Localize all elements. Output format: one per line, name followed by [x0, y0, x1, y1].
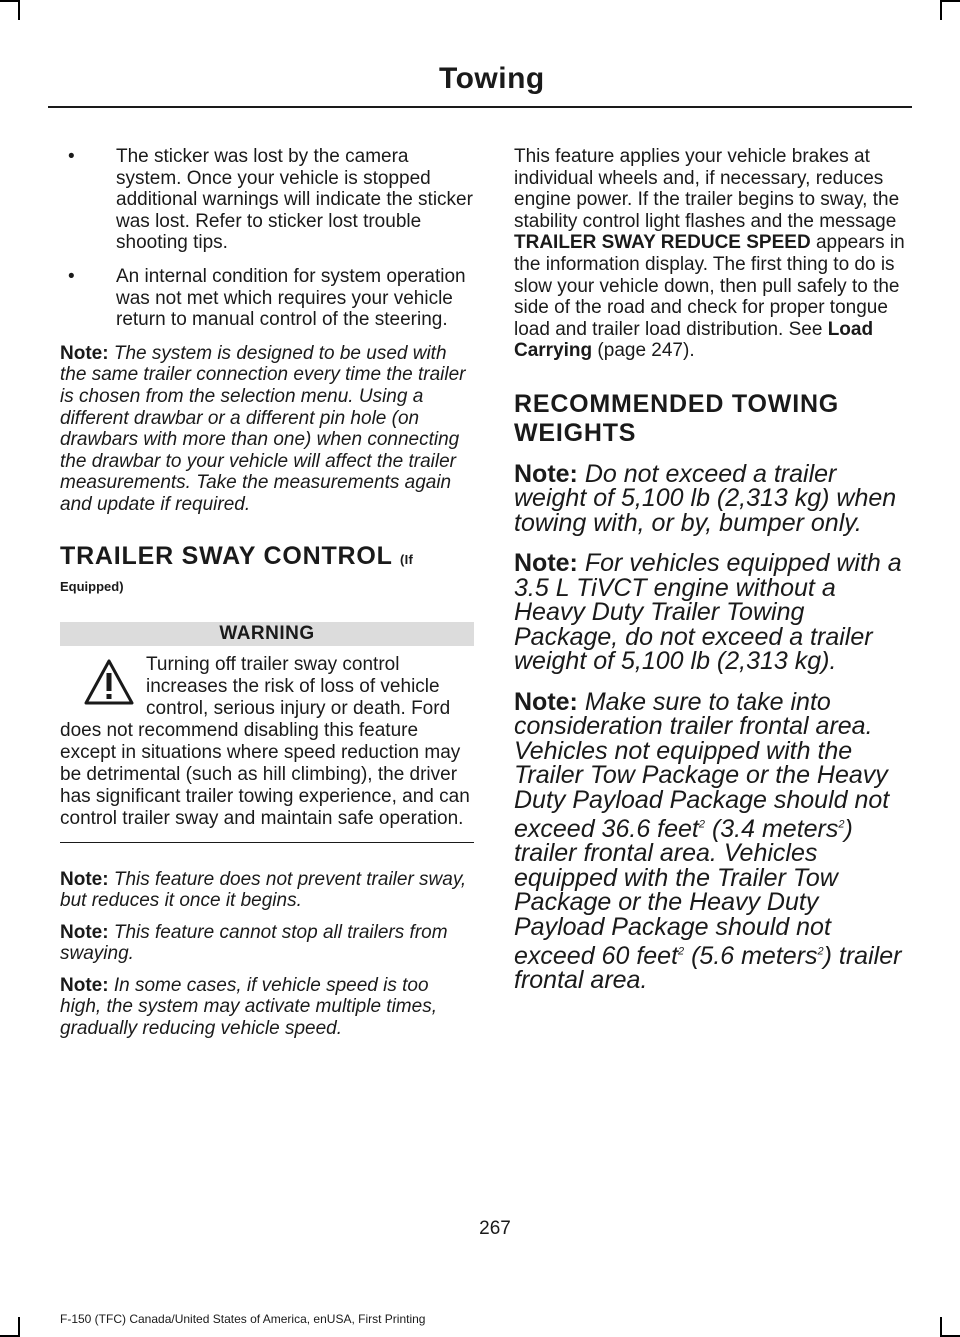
note-paragraph: Note: For vehicles equipped with a 3.5 L TiVCT engine without a Heavy Duty Trailer Towing Package, do not exceed a trailer weight of 5,100 lb (2,313 kg).: [514, 549, 902, 676]
page-number: 267: [479, 1218, 511, 1239]
load-carrying-link[interactable]: Load Carrying: [514, 318, 874, 362]
warning-triangle-icon: [84, 658, 134, 706]
crop-mark: [940, 0, 942, 20]
note-paragraph: Note: Make sure to take into consideration trailer frontal area. Vehicles not equipped with the Trailer Tow Package or the Heavy Duty Payload Package should not exceed 36.6 feet$^2$ (3.4 meters$^2$) trailer frontal area. Vehicles equipped with the Trailer Tow Package or the Heavy Duty Payload Package should not exceed 60 feet$^2$ (5.6 meters$^2$) trailer frontal area.: [514, 687, 902, 995]
section-subtitle: Equipped): [60, 578, 124, 594]
crop-mark: [18, 0, 20, 20]
note-paragraph: Note: This feature does not prevent trailer sway, but reduces it once it begins.: [60, 868, 467, 912]
bullet-icon: •: [68, 265, 75, 287]
left-column: [60, 146, 474, 1050]
note-paragraph: Note: The system is designed to be used with the same trailer connection every time the trailer is chosen from the selection menu. Using a different drawbar or a different pin hole (on drawbars with more than one) when connecting the drawbar to your vehicle will affect the trailer measurements. Take the measurements again and update if required.: [60, 342, 466, 515]
right-column: [514, 146, 910, 1009]
body-paragraph: This feature applies your vehicle brakes at individual wheels and, if necessary, reduces engine power. If the trailer begins to sway, the stability control light flashes and the message TRAILER SWAY REDUCE SPEED appears in the information display. The first thing to do is slow your vehicle down, then pull safely to the side of the road and check for proper tongue load and trailer load distribution. See Load Carrying (page 247).: [514, 146, 905, 362]
list-item: • An internal condition for system operation was not met which requires your vehicle return to manual control of the steering.: [68, 265, 466, 331]
note-paragraph: Note: This feature cannot stop all trailers from swaying.: [60, 921, 448, 965]
crop-mark: [940, 1317, 942, 1337]
section-title: TRAILER SWAY CONTROL (If: [60, 541, 414, 570]
section-title: RECOMMENDED TOWING WEIGHTS: [514, 389, 840, 447]
crop-mark: [18, 1317, 20, 1337]
note-paragraph: Note: Do not exceed a trailer weight of 5,100 lb (2,313 kg) when towing with, or by, bumper only.: [514, 459, 897, 537]
crop-mark: [940, 0, 960, 2]
warning-heading: WARNING: [60, 622, 474, 646]
footer-text: F-150 (TFC) Canada/United States of America, enUSA, First Printing: [60, 1312, 426, 1326]
header-divider: [48, 106, 912, 108]
page-title: Towing: [439, 62, 545, 95]
warning-box: Turning off trailer sway control increases the risk of loss of vehicle control, serious injury or death. Ford does not recommend disabling this feature except in situations where speed reduction may be detrimental (such as hill climbing), the driver has significant trailer towing experience, and can control trailer sway and maintain safe operation.: [60, 654, 474, 843]
crop-mark: [0, 0, 20, 2]
list-item: • The sticker was lost by the camera system. Once your vehicle is stopped additional warnings will indicate the sticker was lost. Refer to sticker lost trouble shooting tips.: [68, 146, 473, 254]
note-paragraph: Note: In some cases, if vehicle speed is too high, the system may activate multiple times, gradually reducing vehicle speed.: [60, 974, 437, 1040]
bullet-icon: •: [68, 146, 75, 167]
